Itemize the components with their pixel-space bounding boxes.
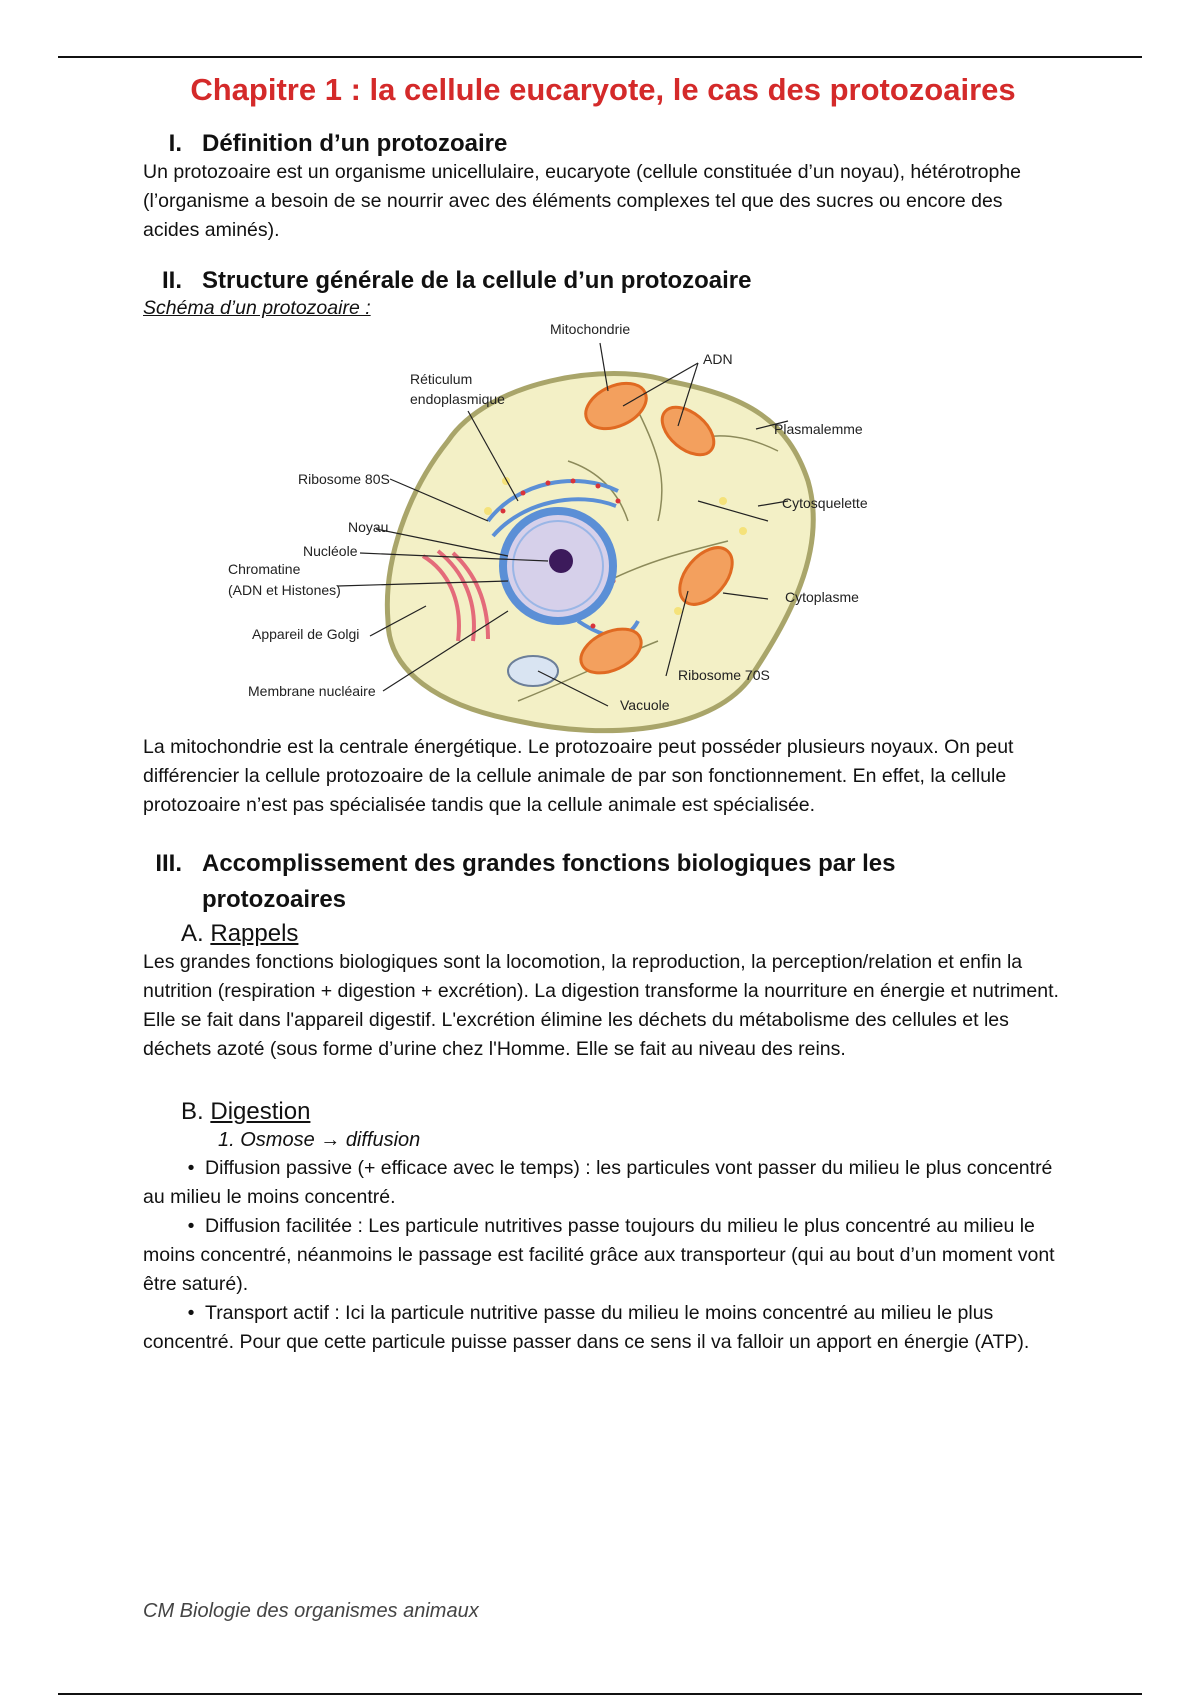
label-plasmalemme: Plasmalemme bbox=[774, 421, 863, 437]
section-2-text: La mitochondrie est la centrale énergétique. Le protozoaire peut posséder plusieurs noyaux. On peut différencier la cellule protozoaire de la cellule animale de par son fonctionnement. En effet, la cellule protozoaire n’est pas spécialisée tandis que la cellule animale est spécialisée. bbox=[143, 736, 1014, 816]
label-reticulum-2: endoplasmique bbox=[410, 391, 505, 407]
label-cytoplasme: Cytoplasme bbox=[785, 589, 859, 605]
section-1-text: Un protozoaire est un organisme unicellulaire, eucaryote (cellule constituée d’un noyau), hétérotrophe (l’organisme a besoin de se nourrir avec des éléments complexes tel que des sucres ou encore des acides aminés). bbox=[143, 161, 1022, 241]
label-cytosquelette: Cytosquelette bbox=[782, 495, 868, 511]
vacuole bbox=[508, 656, 558, 686]
bullet-item: • Diffusion facilitée : Les particule nutritives passe toujours du milieu le plus concentré au milieu le moins concentré, néanmoins le passage est facilité grâce aux transporteur (qui au bout d’un moment vont être saturé). bbox=[143, 1215, 1055, 1295]
label-reticulum-1: Réticulum bbox=[410, 371, 473, 387]
bullet-item: • Diffusion passive (+ efficace avec le temps) : les particules vont passer du milieu le plus concentré au milieu le moins concentré. bbox=[143, 1157, 1053, 1208]
page-title: Chapitre 1 : la cellule eucaryote, le cas des protozoaires bbox=[190, 72, 1016, 107]
section-number: I. bbox=[168, 130, 182, 157]
section-number: II. bbox=[161, 267, 182, 294]
section-number: III. bbox=[155, 850, 182, 877]
label-golgi: Appareil de Golgi bbox=[252, 626, 360, 642]
diagram-caption: Schéma d’un protozoaire : bbox=[143, 297, 371, 319]
label-vacuole: Vacuole bbox=[620, 697, 670, 713]
subsection-letter: A. bbox=[181, 920, 204, 947]
label-nucleole: Nucléole bbox=[303, 543, 358, 559]
section-title: Accomplissement des grandes fonctions biologiques par les protozoaires bbox=[202, 850, 896, 913]
bullet-item: • Transport actif : Ici la particule nutritive passe du milieu le moins concentré au milieu le plus concentré. Pour que cette particule puisse passer dans ce sens il va falloir un apport en énergie (ATP). bbox=[143, 1302, 1030, 1353]
label-chromatine-1: Chromatine bbox=[228, 561, 301, 577]
top-rule bbox=[58, 56, 1142, 58]
label-mitochondrie: Mitochondrie bbox=[550, 321, 631, 337]
label-noyau: Noyau bbox=[348, 519, 389, 535]
section-1-heading bbox=[143, 130, 1063, 158]
nucleolus bbox=[549, 549, 573, 573]
label-adn: ADN bbox=[703, 351, 733, 367]
page-footer: CM Biologie des organismes animaux bbox=[143, 1600, 479, 1622]
label-chromatine-2: (ADN et Histones) bbox=[228, 582, 341, 598]
subsection-a-heading bbox=[181, 920, 1063, 948]
cell-diagram bbox=[188, 321, 948, 761]
label-ribosome-80s: Ribosome 80S bbox=[298, 471, 390, 487]
section-2-heading bbox=[143, 267, 1063, 295]
subsection-title: Digestion bbox=[210, 1098, 311, 1125]
section-3-heading bbox=[143, 846, 1063, 918]
label-membrane-nucleaire: Membrane nucléaire bbox=[248, 683, 376, 699]
subsection-b-heading bbox=[181, 1098, 1063, 1126]
subsection-a-text: Les grandes fonctions biologiques sont la locomotion, la reproduction, la perception/relation et enfin la nutrition (respiration + digestion + excrétion). La digestion transforme la nourriture en énergie et nutriment. Elle se fait dans l'appareil digestif. L'excrétion élimine les déchets du métabolisme des cellules et les déchets azoté (sous forme d’urine chez l'Homme. Elle se fait au niveau des reins. bbox=[143, 951, 1059, 1060]
label-ribosome-70s: Ribosome 70S bbox=[678, 667, 770, 683]
sub-subsection-heading: 1. Osmose → diffusion bbox=[218, 1129, 421, 1151]
document-page bbox=[143, 72, 1063, 1357]
subsection-title: Rappels bbox=[210, 920, 299, 947]
bottom-rule bbox=[58, 1693, 1142, 1695]
subsection-letter: B. bbox=[181, 1098, 204, 1125]
section-title: Définition d’un protozoaire bbox=[202, 130, 508, 157]
section-title: Structure générale de la cellule d’un protozoaire bbox=[202, 267, 752, 294]
